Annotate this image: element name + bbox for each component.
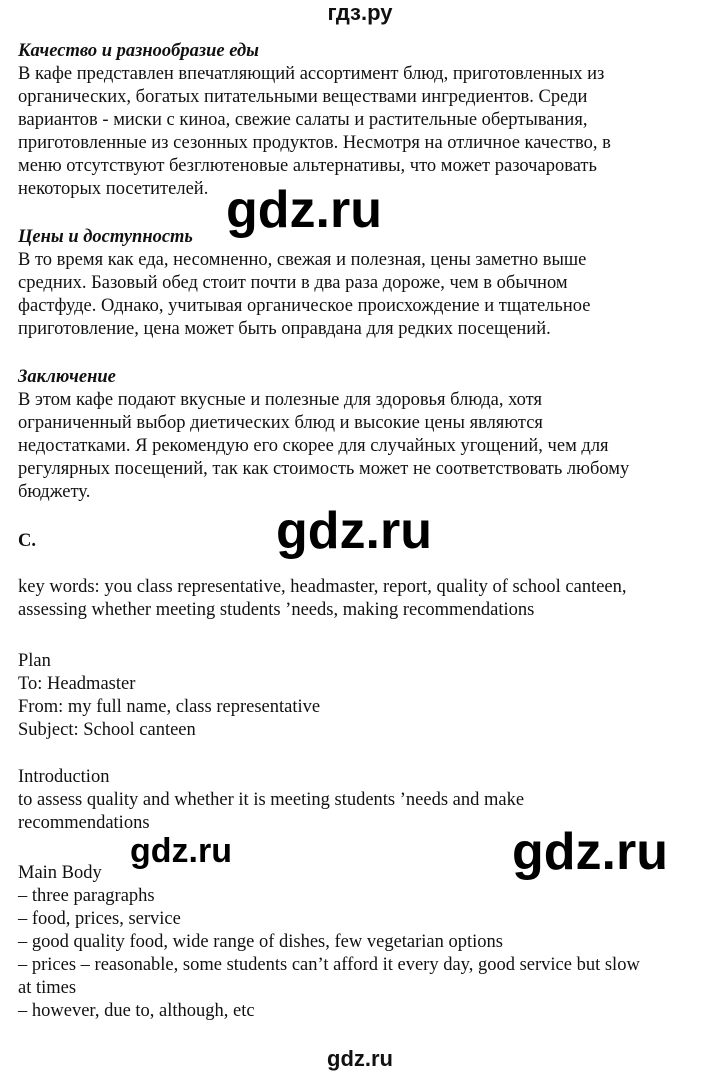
text-line: бюджету. bbox=[18, 482, 91, 502]
text-line: средних. Базовый обед стоит почти в два раза дороже, чем в обычном bbox=[18, 273, 568, 293]
text-line: ограниченный выбор диетических блюд и высокие цены являются bbox=[18, 413, 543, 433]
text-line: to assess quality and whether it is meeting students ’needs and make bbox=[18, 790, 525, 810]
text-line: assessing whether meeting students ’needs, making recommendations bbox=[18, 600, 535, 620]
text-line: недостатками. Я рекомендую его скорее для случайных угощений, чем для bbox=[18, 436, 609, 456]
watermark: gdz.ru bbox=[512, 823, 668, 881]
section-heading: Цены и доступность bbox=[18, 227, 193, 247]
text-line: органических, богатых питательными веществами ингредиентов. Среди bbox=[18, 87, 588, 107]
section-paragraph bbox=[18, 389, 708, 504]
text-line: вариантов - миски с киноа, свежие салаты и растительные обертывания, bbox=[18, 110, 588, 130]
text-line: некоторых посетителей. bbox=[18, 179, 209, 199]
list-item: at times bbox=[18, 978, 77, 998]
section-heading: Качество и разнообразие еды bbox=[18, 41, 259, 61]
watermark: gdz.ru bbox=[130, 832, 232, 870]
text-line: приготовленные из сезонных продуктов. Несмотря на отличное качество, в bbox=[18, 133, 611, 153]
list-item: – good quality food, wide range of dishes, few vegetarian options bbox=[18, 932, 503, 952]
main-body-block bbox=[18, 862, 708, 1023]
section-prices bbox=[18, 226, 708, 341]
section-food-quality bbox=[18, 40, 708, 201]
section-conclusion bbox=[18, 366, 708, 504]
text-line: меню отсутствуют безглютеновые альтернативы, что может разочаровать bbox=[18, 156, 597, 176]
watermark: gdz.ru bbox=[276, 502, 432, 560]
text-line: В этом кафе подают вкусные и полезные для здоровья блюда, хотя bbox=[18, 390, 542, 410]
text-line: key words: you class representative, headmaster, report, quality of school canteen, bbox=[18, 577, 627, 597]
list-item: – however, due to, although, etc bbox=[18, 1001, 255, 1021]
plan-subject: Subject: School canteen bbox=[18, 720, 196, 740]
introduction-title: Introduction bbox=[18, 767, 110, 787]
text-line: фастфуде. Однако, учитывая органическое происхождение и тщательное bbox=[18, 296, 591, 316]
watermark: gdz.ru bbox=[226, 181, 382, 239]
main-body-title: Main Body bbox=[18, 863, 102, 883]
text-line: recommendations bbox=[18, 813, 150, 833]
keywords bbox=[18, 576, 708, 622]
plan-from: From: my full name, class representative bbox=[18, 697, 321, 717]
section-heading: Заключение bbox=[18, 367, 116, 387]
text-line: В то время как еда, несомненно, свежая и полезная, цены заметно выше bbox=[18, 250, 587, 270]
part-label: C. bbox=[18, 531, 36, 551]
section-paragraph bbox=[18, 249, 708, 341]
plan-title: Plan bbox=[18, 651, 51, 671]
text-line: В кафе представлен впечатляющий ассортимент блюд, приготовленных из bbox=[18, 64, 605, 84]
text-line: приготовление, цена может быть оправдана для редких посещений. bbox=[18, 319, 551, 339]
text-line: регулярных посещений, так как стоимость может не соответствовать любому bbox=[18, 459, 630, 479]
list-item: – three paragraphs bbox=[18, 886, 155, 906]
site-footer: gdz.ru bbox=[327, 1046, 393, 1071]
plan-to: To: Headmaster bbox=[18, 674, 136, 694]
list-item: – prices – reasonable, some students can’t afford it every day, good service but slow bbox=[18, 955, 640, 975]
site-header: гдз.ру bbox=[327, 0, 393, 25]
plan-block bbox=[18, 650, 708, 742]
list-item: – food, prices, service bbox=[18, 909, 181, 929]
